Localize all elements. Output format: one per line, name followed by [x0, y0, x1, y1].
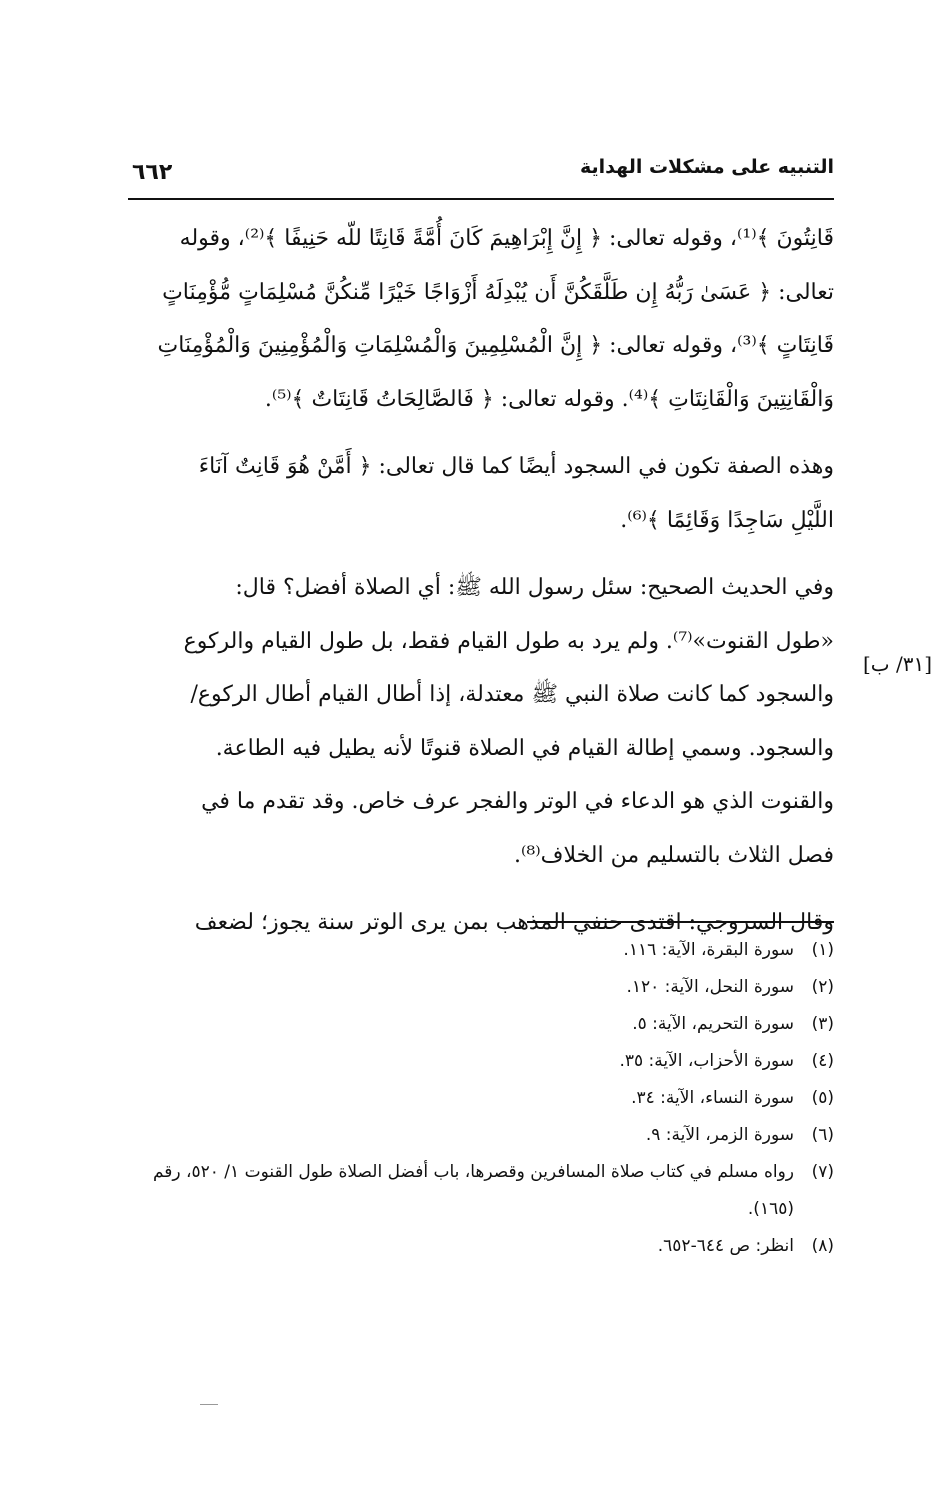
header-rule: [128, 198, 834, 200]
footnote-text: سورة الزمر، الآية: ٩.: [645, 1125, 794, 1145]
footnote-number: (٢): [811, 977, 834, 997]
footnote-number: (١): [811, 940, 834, 960]
footnote-text: سورة التحريم، الآية: ٥.: [632, 1014, 794, 1034]
text-line: قَانِتَاتٍ ﴾⁽³⁾، وقوله تعالى: ﴿ إِنَّ الْمُسْلِمِينَ وَالْمُسْلِمَاتِ وَالْمُؤْمِنِينَ وَالْمُؤْمِنَاتِ: [157, 333, 834, 358]
footnote-text: انظر: ص ٦٤٤-٦٥٢.: [657, 1236, 794, 1256]
footnote-item: [128, 1043, 834, 1080]
text-line: وقال السروجي: اقتدى حنفي المذهب بمن يرى الوتر سنة يجوز؛ لضعف: [194, 910, 834, 935]
running-header: [128, 150, 834, 190]
footnote-number: (٦): [811, 1125, 834, 1145]
header-title: التنبيه على مشكلات الهداية: [580, 156, 834, 178]
footnote-number: (٣): [811, 1014, 834, 1034]
footnote-item: [128, 1006, 834, 1043]
body-text: [128, 212, 834, 950]
footnote-item: [128, 1117, 834, 1154]
text-line: «طول القنوت»⁽⁷⁾. ولم يرد به طول القيام فقط، بل طول القيام والركوع: [183, 628, 834, 654]
footnote-number: (٥): [811, 1088, 834, 1108]
footnotes: [128, 932, 834, 1265]
footnote-number: (٨): [811, 1236, 834, 1256]
footnote-item: [128, 969, 834, 1006]
text-line: والسجود. وسمي إطالة القيام في الصلاة قنوتًا لأنه يطيل فيه الطاعة.: [215, 735, 834, 761]
footnote-item: [128, 1080, 834, 1117]
footnote-number: (٤): [811, 1051, 834, 1071]
margin-folio-note: [٣١/ ب]: [863, 652, 933, 676]
text-line: فصل الثلاث بالتسليم من الخلاف⁽⁸⁾.: [514, 842, 834, 868]
page-mark: [200, 1404, 218, 1405]
text-line: والقنوت الذي هو الدعاء في الوتر والفجر عرف خاص. وقد تقدم ما في: [201, 789, 834, 814]
text-line: تعالى: ﴿ عَسَىٰ رَبُّهُ إِن طَلَّقَكُنَّ أَن يُبْدِلَهُ أَزْوَاجًا خَيْرًا مِّنكُنَّ مُسْلِمَاتٍ مُّؤْمِنَاتٍ: [162, 279, 834, 305]
text-line: وفي الحديث الصحيح: سئل رسول الله ﷺ: أي الصلاة أفضل؟ قال:: [235, 575, 834, 600]
footnote-item: [128, 1228, 834, 1265]
footnote-item: [128, 932, 834, 969]
footnote-separator: [527, 921, 834, 923]
paragraph: [128, 212, 834, 426]
footnote-item: [128, 1154, 834, 1228]
footnote-text: سورة النحل، الآية: ١٢٠.: [626, 977, 794, 997]
paragraph: [128, 440, 834, 547]
footnote-number: (٧): [811, 1162, 834, 1182]
footnote-text: سورة البقرة، الآية: ١١٦.: [623, 940, 794, 960]
text-line: وَالْقَانِتِينَ وَالْقَانِتَاتِ ﴾⁽⁴⁾. وقوله تعالى: ﴿ فَالصَّالِحَاتُ قَانِتَاتٌ ﴾⁽⁵⁾.: [264, 386, 834, 412]
footnote-text: سورة النساء، الآية: ٣٤.: [631, 1088, 794, 1108]
text-line: اللَّيْلِ سَاجِدًا وَقَائِمًا ﴾⁽⁶⁾.: [620, 507, 834, 533]
paragraph: [128, 561, 834, 882]
page-number: ٦٦٢: [132, 160, 173, 185]
text-line: والسجود كما كانت صلاة النبي ﷺ معتدلة، إذا أطال القيام أطال الركوع/: [190, 682, 834, 707]
footnote-text: سورة الأحزاب، الآية: ٣٥.: [619, 1051, 794, 1071]
text-line: قَانِتُونَ ﴾⁽¹⁾، وقوله تعالى: ﴿ إِنَّ إِبْرَاهِيمَ كَانَ أُمَّةً قَانِتًا للّه حَنِيفًا ﴾⁽²⁾، وقوله: [179, 226, 834, 251]
footnote-text: رواه مسلم في كتاب صلاة المسافرين وقصرها، باب أفضل الصلاة طول القنوت ١/ ٥٢٠، رقم (١٦٥).: [152, 1162, 794, 1219]
text-line: وهذه الصفة تكون في السجود أيضًا كما قال تعالى: ﴿ أَمَّنْ هُوَ قَانِتٌ آنَاءَ: [198, 454, 834, 479]
